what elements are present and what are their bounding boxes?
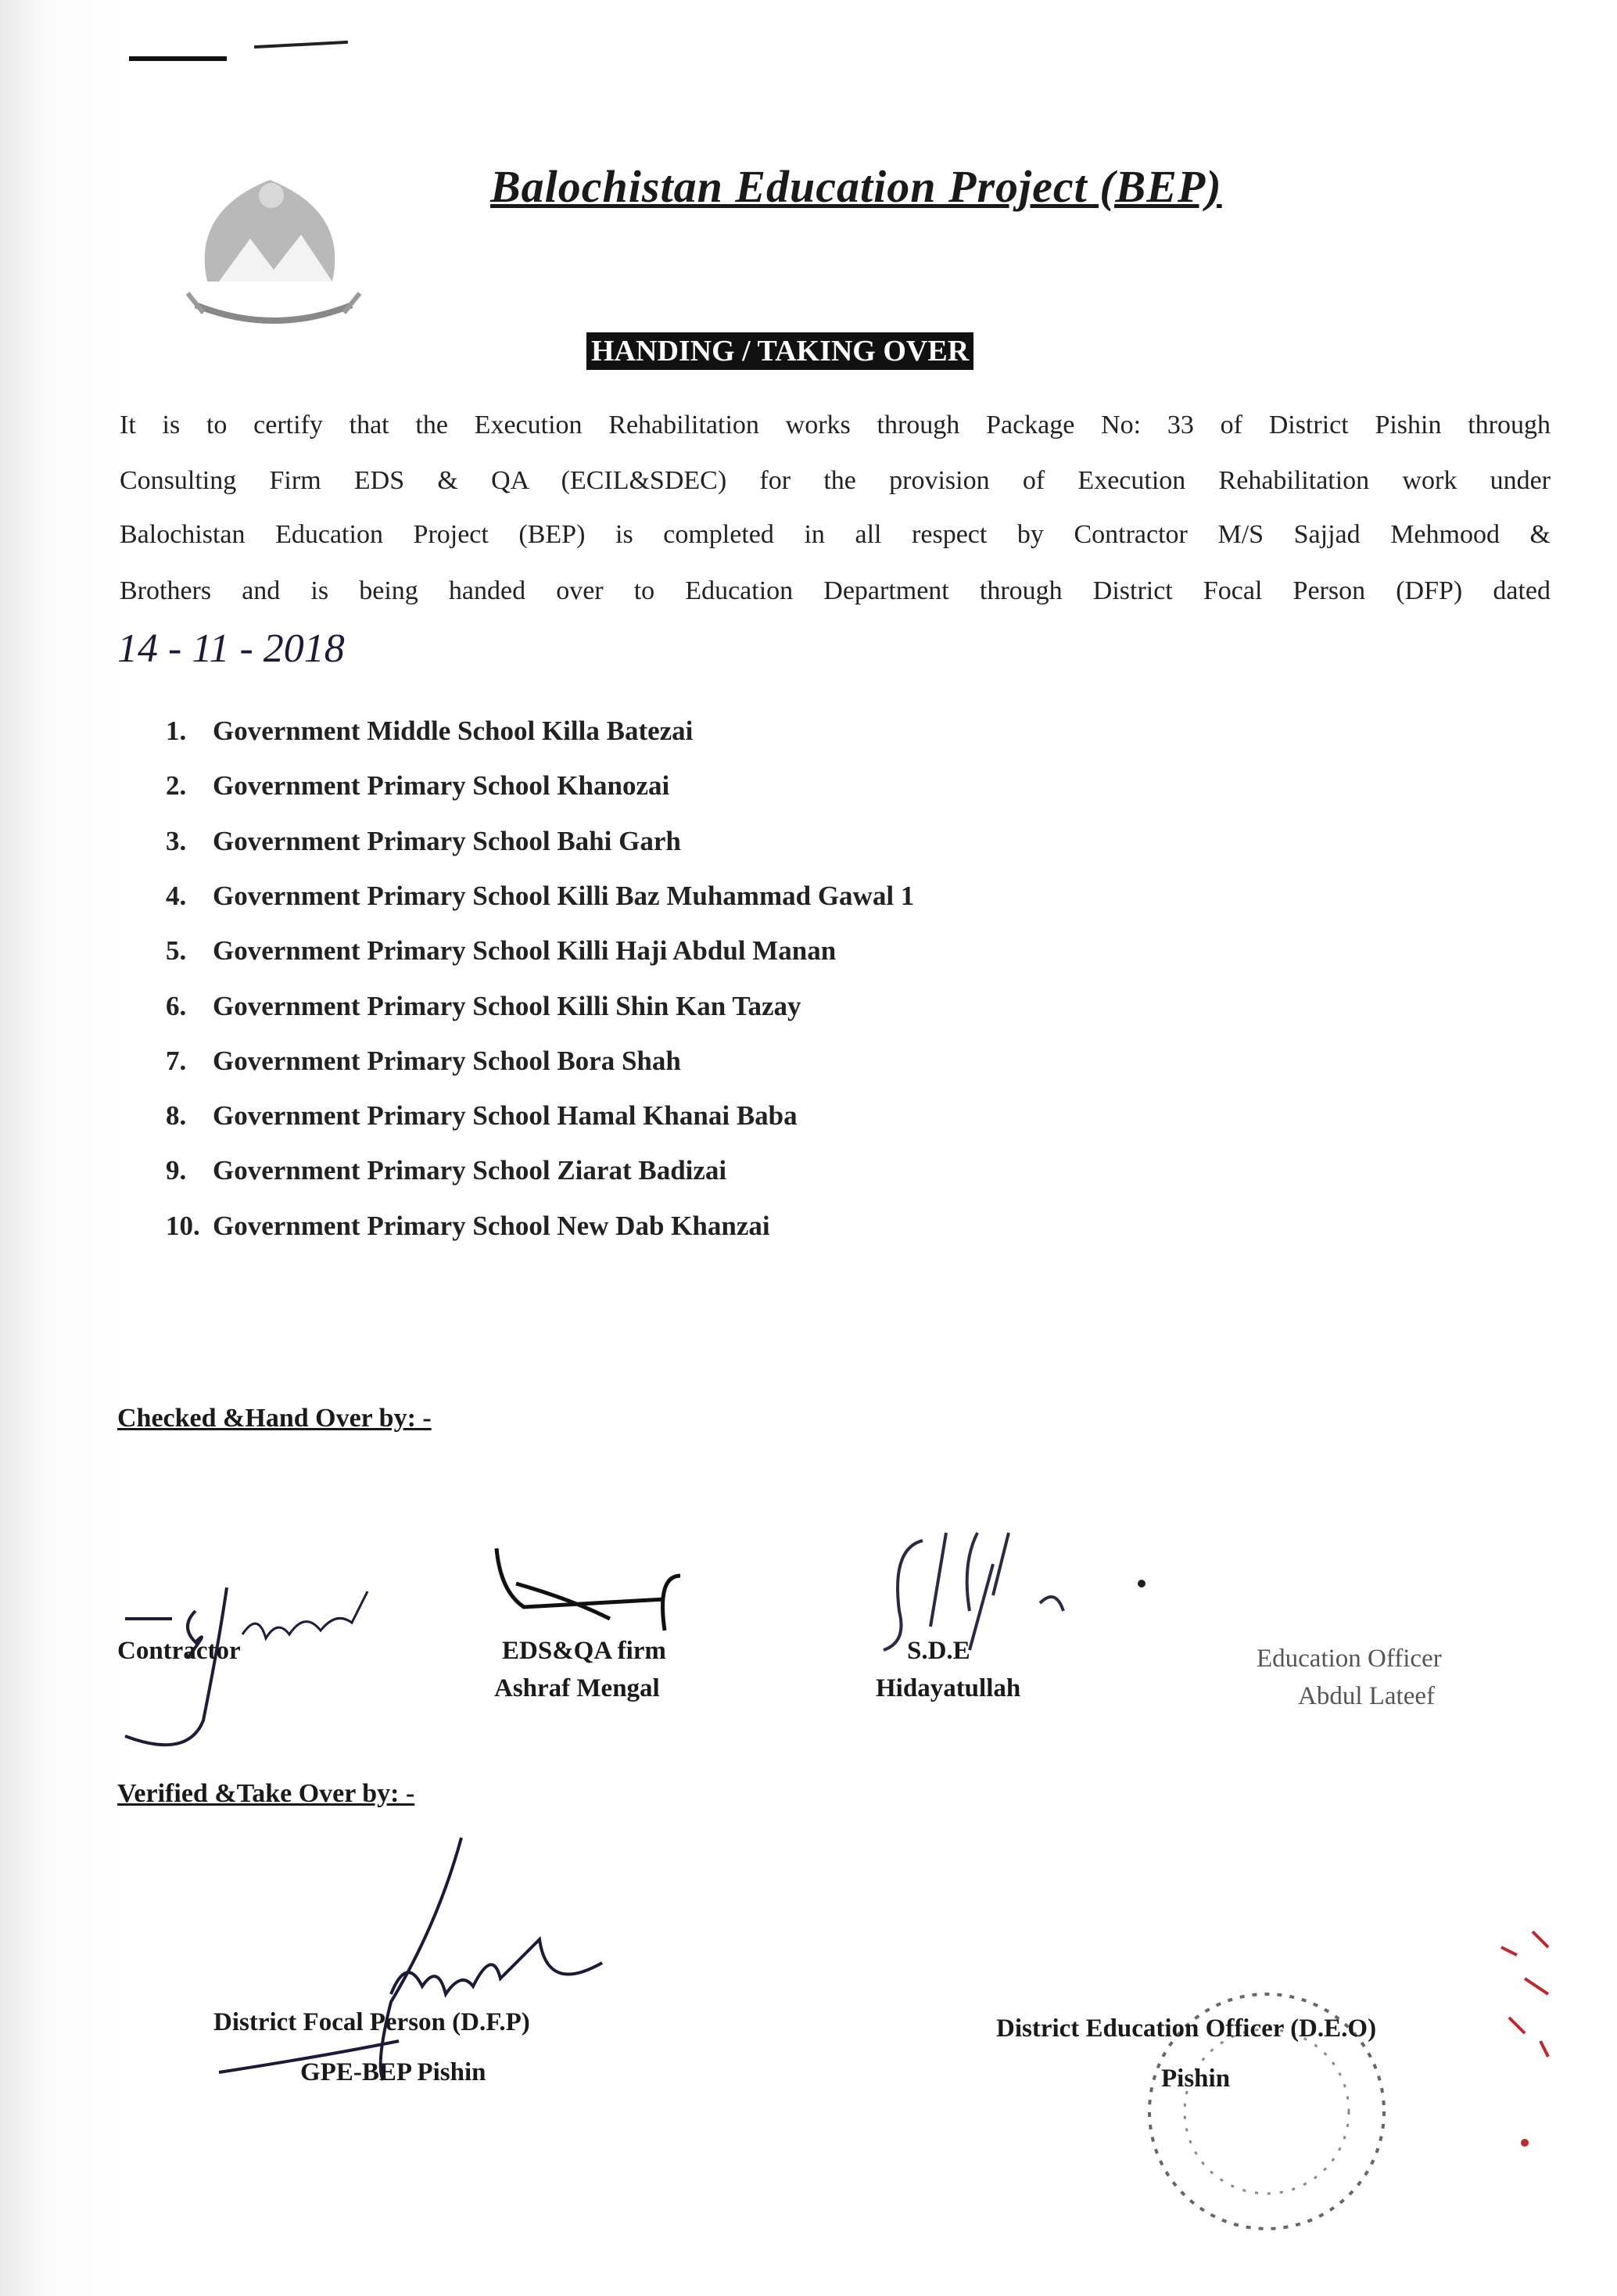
bep-logo-emblem bbox=[176, 164, 371, 348]
school-name: Government Middle School Killa Batezai bbox=[213, 716, 694, 746]
school-list-item bbox=[166, 716, 693, 747]
school-number: 1. bbox=[166, 716, 187, 746]
red-ink-marks bbox=[1478, 1924, 1572, 2158]
dfp-signature bbox=[203, 1830, 610, 2088]
handwritten-date: 14 - 11 - 2018 bbox=[117, 626, 345, 671]
school-name: Government Primary School Killi Shin Kan Tazay bbox=[213, 990, 801, 1021]
sde-name: Hidayatullah bbox=[876, 1674, 1021, 1702]
sde-role: S.D.E bbox=[907, 1637, 970, 1665]
school-number: 8. bbox=[166, 1100, 187, 1132]
school-number: 6. bbox=[166, 990, 187, 1021]
eds-qa-signature bbox=[493, 1544, 727, 1638]
document-title: Balochistan Education Project (BEP) bbox=[490, 161, 1222, 212]
school-list-item bbox=[166, 1100, 798, 1132]
document-heading: HANDING / TAKING OVER bbox=[586, 332, 973, 370]
school-list-item bbox=[166, 935, 836, 967]
school-name: Government Primary School Ziarat Badizai bbox=[213, 1155, 727, 1186]
contractor-signature bbox=[109, 1580, 407, 1767]
certificate-line: It is to certify that the Execution Rehabilitation works through Package No: 33 of District Pishin through bbox=[120, 411, 1551, 439]
education-officer-role: Education Officer bbox=[1257, 1645, 1442, 1673]
school-name: Government Primary School Bahi Garh bbox=[213, 825, 681, 856]
school-list-item bbox=[166, 1211, 770, 1242]
school-name: Government Primary School Hamal Khanai Baba bbox=[213, 1100, 798, 1132]
top-dash-mark bbox=[254, 41, 348, 48]
school-name: Government Primary School Bora Shah bbox=[213, 1045, 681, 1076]
contractor-role: Contractor bbox=[117, 1637, 241, 1665]
deo-office-stamp bbox=[1142, 1955, 1384, 2252]
school-number: 10. bbox=[166, 1210, 200, 1241]
school-number: 5. bbox=[166, 935, 187, 967]
school-list-item bbox=[166, 881, 914, 912]
school-number: 4. bbox=[166, 880, 187, 911]
school-number: 7. bbox=[166, 1045, 187, 1076]
school-list-item bbox=[166, 991, 801, 1022]
school-list-item bbox=[166, 826, 681, 857]
eds-qa-role: EDS&QA firm bbox=[502, 1637, 666, 1665]
certificate-line: Consulting Firm EDS & QA (ECIL&SDEC) for the provision of Execution Rehabilitation work under bbox=[120, 466, 1551, 495]
school-number: 2. bbox=[166, 770, 187, 802]
school-name: Government Primary School Khanozai bbox=[213, 770, 670, 802]
top-dash-mark bbox=[129, 56, 227, 61]
school-list-item bbox=[166, 1155, 726, 1186]
school-number: 3. bbox=[166, 825, 187, 856]
school-number: 9. bbox=[166, 1155, 187, 1186]
education-officer-name: Abdul Lateef bbox=[1298, 1682, 1436, 1710]
verified-section-label: Verified &Take Over by: - bbox=[117, 1779, 415, 1808]
certificate-line: Brothers and is being handed over to Education Department through District Focal Person (DFP) dated bbox=[120, 576, 1551, 605]
school-name: Government Primary School Killi Baz Muhammad Gawal 1 bbox=[213, 880, 915, 911]
certificate-line: Balochistan Education Project (BEP) is completed in all respect by Contractor M/S Sajjad Mehmood & bbox=[120, 520, 1551, 549]
eds-qa-name: Ashraf Mengal bbox=[494, 1674, 660, 1702]
deo-role: District Education Officer (D.E.O) bbox=[996, 2014, 1377, 2043]
school-list-item bbox=[166, 1046, 681, 1077]
school-name: Government Primary School New Dab Khanzai bbox=[213, 1210, 770, 1241]
school-name: Government Primary School Killi Haji Abdul Manan bbox=[213, 935, 837, 967]
checked-section-label: Checked &Hand Over by: - bbox=[117, 1404, 432, 1433]
dfp-name: GPE-BEP Pishin bbox=[300, 2058, 486, 2086]
dfp-role: District Focal Person (D.F.P) bbox=[213, 2008, 530, 2036]
deo-name: Pishin bbox=[1161, 2065, 1231, 2093]
school-list-item bbox=[166, 770, 669, 802]
